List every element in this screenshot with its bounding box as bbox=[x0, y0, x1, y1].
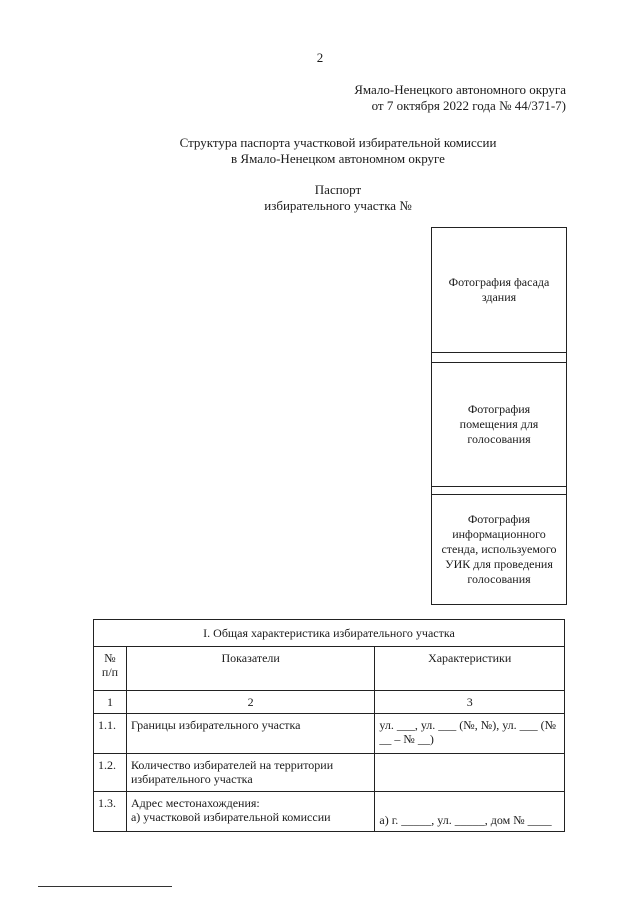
row-value bbox=[375, 754, 565, 792]
photo-facade-label: Фотография фасада здания bbox=[448, 275, 550, 304]
row-indicator: Количество избирателей на территории избирательного участка bbox=[126, 754, 374, 792]
passport-title-line-1: Паспорт bbox=[314, 182, 362, 197]
row-indicator-sub: а) участковой избирательной комиссии bbox=[130, 810, 331, 824]
table-row bbox=[94, 714, 565, 754]
photo-divider bbox=[432, 486, 566, 487]
table-column-number: 1 bbox=[94, 691, 127, 714]
photo-voting-room bbox=[432, 362, 566, 486]
photo-info-stand-label: Фотография информационного стенда, используемого УИК для проведения голосования bbox=[441, 511, 557, 586]
photo-divider bbox=[432, 352, 566, 353]
general-characteristics-table bbox=[93, 619, 565, 832]
table-row bbox=[94, 754, 565, 792]
document-title-line-2: в Ямало-Ненецком автономном округе bbox=[231, 151, 445, 166]
header-line-1: Ямало-Ненецкого автономного округа bbox=[354, 82, 566, 97]
row-indicator-main: Адрес местонахождения: bbox=[130, 796, 260, 810]
passport-title-line-2: избирательного участка № bbox=[264, 198, 412, 213]
passport-title bbox=[0, 182, 640, 214]
table-column-number: 3 bbox=[375, 691, 565, 714]
document-title bbox=[0, 135, 640, 167]
photo-column bbox=[431, 227, 567, 605]
row-number: 1.3. bbox=[94, 792, 127, 832]
table-header-num: № п/п bbox=[94, 647, 127, 691]
row-number: 1.1. bbox=[94, 714, 127, 754]
table-section-title: I. Общая характеристика избирательного участка bbox=[94, 620, 565, 647]
photo-facade bbox=[432, 228, 566, 352]
document-title-line-1: Структура паспорта участковой избирательной комиссии bbox=[179, 135, 497, 150]
photo-voting-room-label: Фотография помещения для голосования bbox=[459, 401, 539, 446]
table-header-characteristics: Характеристики bbox=[375, 647, 565, 691]
row-value: а) г. _____, ул. _____, дом № ____ bbox=[375, 792, 565, 832]
row-number: 1.2. bbox=[94, 754, 127, 792]
photo-info-stand bbox=[432, 494, 566, 604]
row-indicator: Границы избирательного участка bbox=[126, 714, 374, 754]
table-row bbox=[94, 792, 565, 832]
table-header-indicators: Показатели bbox=[126, 647, 374, 691]
table-column-number: 2 bbox=[126, 691, 374, 714]
header-reference bbox=[354, 82, 566, 114]
header-line-2: от 7 октября 2022 года № 44/371-7) bbox=[371, 98, 566, 113]
page-number: 2 bbox=[316, 50, 324, 65]
row-value: ул. ___, ул. ___ (№, №), ул. ___ (№ __ – № __) bbox=[375, 714, 565, 754]
row-indicator bbox=[126, 792, 374, 832]
footnote-separator bbox=[38, 886, 172, 887]
